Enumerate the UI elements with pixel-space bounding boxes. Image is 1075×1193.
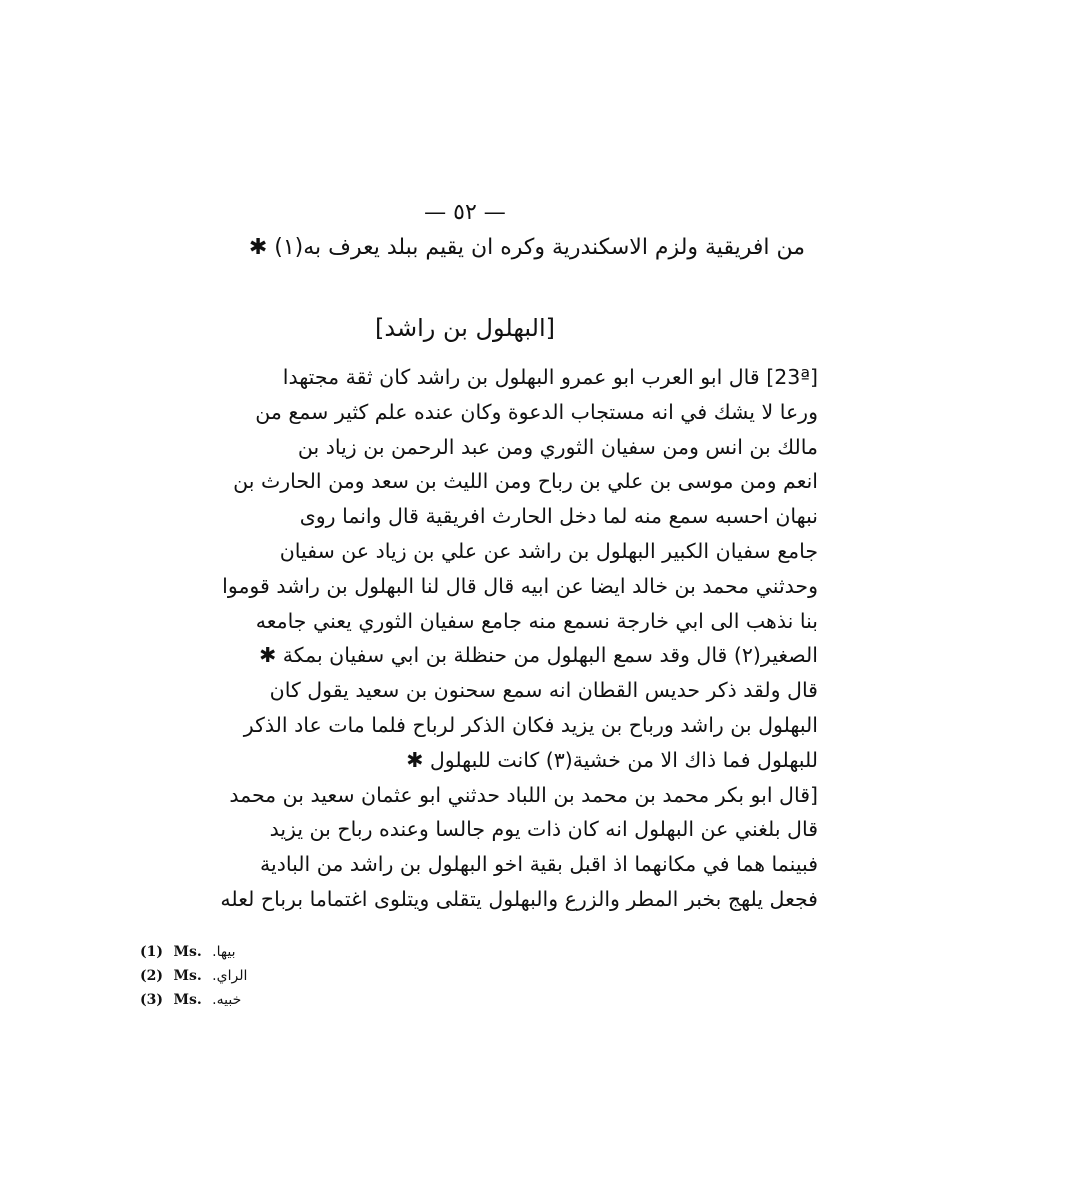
body-line: قال ولقد ذكر حديس القطان انه سمع سحنون بن سعيد يقول كان bbox=[269, 678, 818, 703]
body-line: انعم ومن موسى بن علي بن رباح ومن الليث بن سعد ومن الحارث بن bbox=[233, 469, 818, 494]
body-line: جامع سفيان الكبير البهلول بن راشد عن علي بن زياد عن سفيان bbox=[279, 538, 818, 563]
body-text bbox=[118, 360, 818, 917]
body-line: [قال ابو بكر محمد بن محمد بن اللباد حدثني ابو عثمان سعيد بن محمد bbox=[229, 782, 818, 807]
body-line: فجعل يلهج بخبر المطر والزرع والبهلول يتقلى ويتلوى اغتماما برباح لعله bbox=[220, 886, 818, 911]
footnote-marker: (1) bbox=[140, 944, 163, 960]
page-number: — ٥٢ — bbox=[424, 200, 506, 225]
body-line: ورعا لا يشك في انه مستجاب الدعوة وكان عنده علم كثير سمع من bbox=[255, 399, 818, 424]
body-line: [23ª] قال ابو العرب ابو عمرو البهلول بن راشد كان ثقة مجتهدا bbox=[282, 365, 818, 389]
body-line: وحدثني محمد بن خالد ايضا عن ابيه قال قال لنا البهلول بن راشد قوموا bbox=[222, 573, 818, 598]
footnote-abbr: Ms. bbox=[173, 944, 202, 960]
section-heading: [البهلول بن راشد] bbox=[375, 314, 555, 342]
footnote-marker: (2) bbox=[140, 968, 163, 984]
footnote bbox=[140, 940, 540, 964]
footnote-word: بيها. bbox=[212, 944, 236, 960]
body-line: البهلول بن راشد ورباح بن يزيد فكان الذكر لرباح فلما مات عاد الذكر bbox=[243, 712, 818, 737]
footnote-abbr: Ms. bbox=[173, 992, 202, 1008]
body-line: قال بلغني عن البهلول انه كان ذات يوم جالسا وعنده رباح بن يزيد bbox=[269, 817, 818, 842]
body-line: الصغير(٢) قال وقد سمع البهلول من حنظلة بن ابي سفيان بمكة ✱ bbox=[259, 643, 818, 668]
footnotes bbox=[140, 940, 540, 1012]
body-line: للبهلول فما ذاك الا من خشية(٣) كانت للبهلول ✱ bbox=[406, 747, 818, 772]
footnote-word: الراي. bbox=[212, 968, 248, 984]
body-line: فبينما هما في مكانهما اذ اقبل بقية اخو البهلول بن راشد من البادية bbox=[260, 852, 818, 877]
body-line: بنا نذهب الى ابي خارجة نسمع منه جامع سفيان الثوري يعني جامعه bbox=[255, 608, 818, 633]
footnote-word: خبيه. bbox=[212, 992, 242, 1008]
body-line: نبهان احسبه سمع منه لما دخل الحارث افريقية قال وانما روى bbox=[299, 504, 818, 529]
footnote bbox=[140, 988, 540, 1012]
carry-over-line: من افريقية ولزم الاسكندرية وكره ان يقيم ببلد يعرف به(١) ✱ bbox=[248, 235, 805, 260]
footnote bbox=[140, 964, 540, 988]
footnote-marker: (3) bbox=[140, 992, 163, 1008]
body-line: مالك بن انس ومن سفيان الثوري ومن عبد الرحمن بن زياد بن bbox=[297, 434, 818, 459]
footnote-abbr: Ms. bbox=[173, 968, 202, 984]
